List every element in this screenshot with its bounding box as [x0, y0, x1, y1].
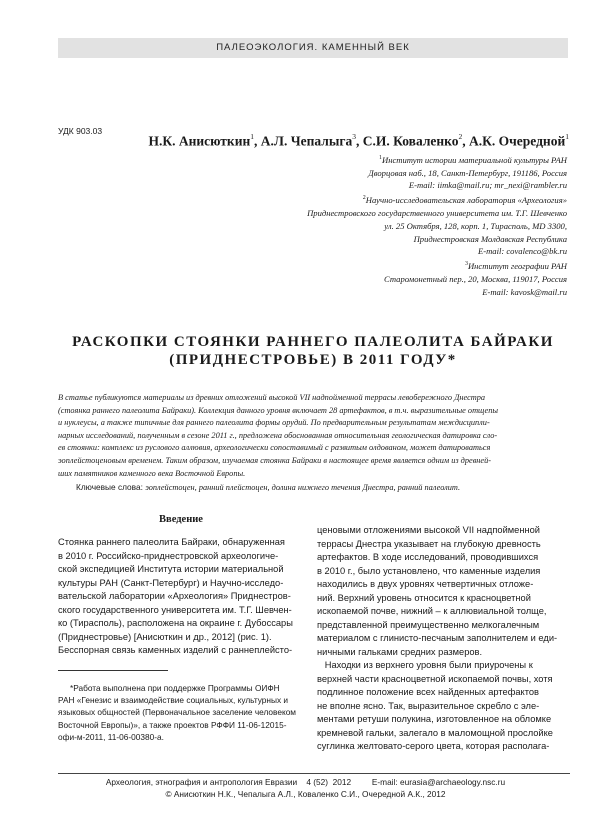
author-name: А.Л. Чепалыга [260, 133, 353, 149]
abstract-line: ев стоянки: комплекс из руслового аллювия, археологически сопоставимый с развитым олдованом, может датироваться [58, 443, 491, 453]
footnote-line: языковых общностей (Первоначальное заселение человеком [58, 707, 297, 718]
footnote-divider [58, 670, 168, 671]
keywords-value: эоплейстоцен, ранний плейстоцен, долина нижнего течения Днестра, ранний палеолит. [145, 483, 461, 492]
abstract-line: эоплейстоценовым временем. Таким образом, изучаемая стоянка Байраки в настоящее время является одним из древней- [58, 455, 492, 465]
abstract-line: ших памятников каменного века Восточной Европы. [58, 468, 246, 478]
body-line: материалом с глинисто-песчаным заполнителем и еди- [317, 633, 558, 643]
title-line-2: (ПРИДНЕСТРОВЬЕ) В 2011 ГОДУ* [169, 351, 457, 368]
body-line: суглинка желтовато-серого цвета, которая располага- [317, 741, 550, 751]
section-title: Введение [159, 514, 203, 525]
body-line: артефактов. В ходе исследований, проводившихся [317, 552, 539, 562]
body-line: верхней части красноцветной ископаемой почвы, хотя [317, 673, 553, 684]
affiliations-block [147, 152, 567, 298]
body-line: ценовыми отложениями высокой VII надпойменной [317, 525, 540, 535]
body-line: Находки из верхнего уровня были приурочены к [317, 660, 533, 670]
body-line: в 2010 г. Российско-приднестровской археологиче- [58, 550, 279, 561]
affiliation-line: $^1$Институт истории материальной культуры РАН [378, 154, 567, 165]
abstract-line: (стоянка раннего палеолита Байраки). Коллекция данного уровня включает 28 артефактов, в т.ч. выразительные отщепы [58, 405, 498, 415]
footnote-line: Восточной Европы)», а также проектов РФФИ 11-06-12015- [58, 719, 287, 730]
body-line: (Приднестровье) [Анисюткин и др., 2012] (рис. 1). [58, 631, 272, 642]
keywords [76, 482, 576, 492]
body-line: Бесспорная связь каменных изделий с раннеплейсто- [58, 645, 293, 655]
author-affiliation-mark: 3 [352, 132, 356, 141]
journal-footer: Археология, этнография и антропология Евразии 4 (52) 2012 E-mail: eurasia@archaeology.nsc.ru [105, 777, 506, 787]
footnote-line: РАН «Генезис и взаимодействие социальных, культурных и [58, 695, 289, 706]
left-column [58, 508, 304, 658]
author-name: Н.К. Анисюткин [148, 133, 251, 149]
footnote-line: офи-м-2011, 11-06-00380-а. [58, 731, 164, 742]
footnote-line: *Работа выполнена при поддержке Программы ОИФН [70, 683, 280, 693]
body-line: культуры РАН (Санкт-Петербург) и Научно-исследо- [58, 577, 284, 588]
author-affiliation-mark: 2 [458, 132, 463, 141]
running-title: ПАЛЕОЭКОЛОГИЯ. КАМЕННЫЙ ВЕК [216, 42, 410, 53]
running-header [58, 38, 568, 58]
affiliation-email: E-mail: covalenco@bk.ru [477, 246, 567, 257]
body-line: ского государственного университета им. Т.Г. Шевчен- [58, 604, 292, 615]
body-line: находились в двух уровнях четвертичных отложе- [317, 579, 534, 589]
footer-divider [58, 773, 570, 774]
abstract-line: и нуклеусы, а также типичные для раннего палеолита формы орудий. По предварительным результатам междисципли- [58, 418, 490, 428]
affiliation-line: Приднестровского государственного университета им. Т.Г. Шевченко [307, 207, 567, 218]
affiliation-line: Старомонетный пер., 20, Москва, 119017, Россия [384, 273, 567, 284]
affiliation-line: Приднестровская Молдавская Республика [413, 233, 567, 244]
affiliation-line: $^2$Научно-исследовательская лаборатория «Археология» [362, 195, 567, 206]
copyright-footer: © Анисюткин Н.К., Чепалыга А.Л., Коваленко С.И., Очередной А.К., 2012 [165, 789, 446, 799]
abstract-line: В статье публикуются материалы из древних отложений высокой VII надпойменной террасы левобережного Днестра [58, 393, 486, 402]
author-affiliation-mark: 1 [250, 132, 255, 141]
affiliation-line: $^3$Институт географии РАН [464, 260, 567, 271]
affiliation-email: E-mail: iimka@mail.ru; mr_nexi@rambler.ru [408, 180, 567, 191]
authors-line: Н.К. Анисюткин$^1$, А.Л. Чепалыга$^3$, С.И. Коваленко$^2$, А.К. Очередной$^1$ [148, 132, 569, 149]
body-line: Стоянка раннего палеолита Байраки, обнаруженная [58, 537, 285, 547]
affiliation-email: E-mail: kavosk@mail.ru [482, 286, 567, 297]
right-column [317, 524, 570, 754]
body-line: не вполне ясно. Так, выразительное скребло с эле- [317, 700, 540, 711]
body-line: ской экспедицией Института истории материальной [58, 564, 284, 574]
body-line: ментами ретуши полукина, изготовленное на обломке [317, 714, 552, 724]
body-line: ископаемой почве, нижний – к аллювиальной толще, [317, 606, 547, 616]
abstract-line: нарных исследований, полученным в сезоне 2011 г., предложена обоснованная относительная геологическая датировка сло- [58, 430, 498, 440]
body-line: представленной преимущественно мелкогалечным [317, 619, 540, 630]
article-title [58, 334, 568, 369]
body-line: в 2010 г., было установлено, что каменные изделия [317, 565, 541, 576]
udk-code: УДК 903.03 [58, 126, 103, 136]
body-line: кремневой гальки, залегало в маломощной прослойке [317, 727, 553, 738]
footnote [58, 682, 308, 743]
title-line-1: РАСКОПКИ СТОЯНКИ РАННЕГО ПАЛЕОЛИТА БАЙРАКИ [72, 334, 554, 350]
body-line: ничными гальками средних размеров. [317, 646, 483, 657]
author-name: А.К. Очередной [469, 133, 566, 149]
body-line: подлинное положение всех найденных артефактов [317, 687, 539, 697]
body-line: ний. Верхний уровень относится к красноцветной [317, 592, 531, 603]
body-line: ко (Тирасполь), расположена на окраине г. Дубоссары [58, 618, 293, 628]
author-name: С.И. Коваленко [362, 133, 459, 149]
body-line: террасы Днестра указывает на глубокую древность [317, 538, 541, 549]
body-line: вательской лаборатории «Археология» Приднестров- [58, 591, 291, 601]
affiliation-line: ул. 25 Октября, 128, корп. 1, Тирасполь, MD 3300, [384, 220, 567, 231]
author-affiliation-mark: 1 [565, 132, 569, 141]
affiliation-line: Дворцовая наб., 18, Санкт-Петербург, 191186, Россия [368, 167, 567, 178]
abstract [58, 392, 570, 480]
keywords-label: Ключевые слова: [76, 482, 143, 492]
